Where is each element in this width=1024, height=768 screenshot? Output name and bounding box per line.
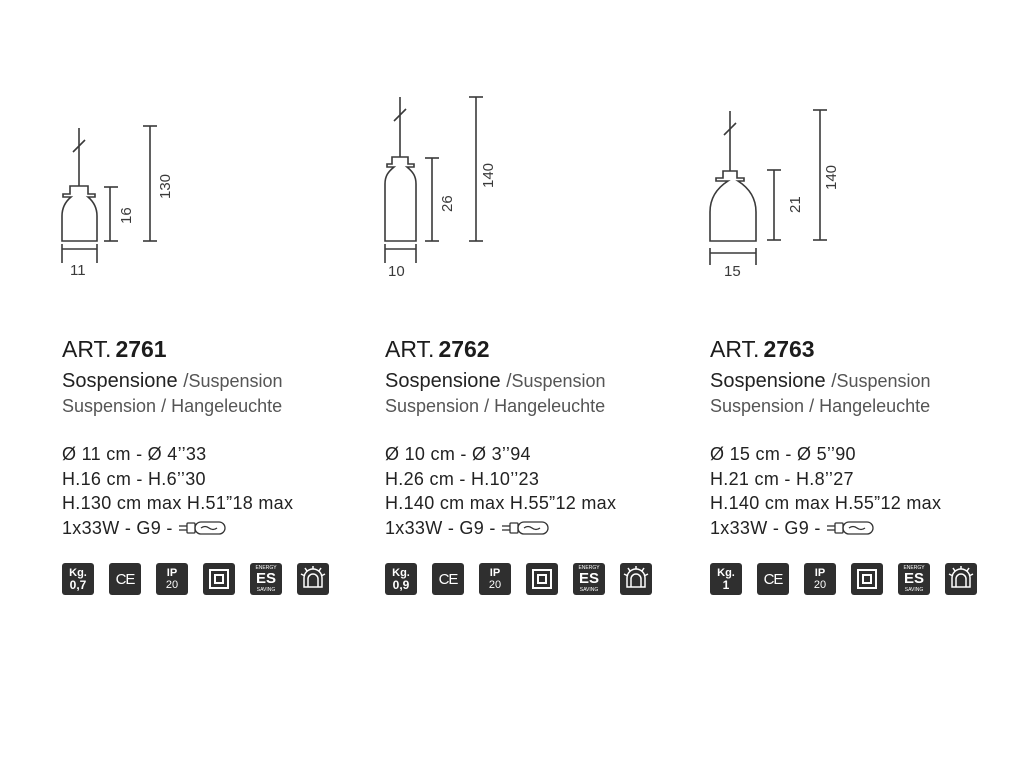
es-main: ES — [903, 570, 924, 587]
spec-diameter: Ø 15 cm - Ø 5’’90 — [710, 444, 856, 464]
ce-mark-icon: CE — [432, 563, 464, 595]
lamp-drawing — [323, 0, 643, 300]
g9-bulb-icon — [827, 520, 877, 536]
spec-height: H.26 cm - H.10’’23 — [385, 468, 540, 489]
article-code: 2762 — [438, 336, 490, 362]
spec-bulb-text: 1x33W - G9 - — [385, 517, 496, 538]
weight-value: 0,9 — [392, 578, 410, 592]
product-name-translations: Suspension / Hangeleuchte — [710, 396, 931, 416]
weight-label: Kg. — [717, 567, 735, 579]
ce-mark-icon: CE — [109, 563, 141, 595]
es-main: ES — [578, 570, 599, 587]
energy-saving-icon — [250, 563, 282, 595]
weight-value: 1 — [722, 578, 730, 592]
spec-max-height: H.140 cm max H.55”12 max — [385, 493, 617, 513]
lamp-drawing — [648, 0, 968, 300]
product-name-it: Sospensione — [385, 370, 501, 392]
spec-diameter: Ø 10 cm - Ø 3’’94 — [385, 444, 531, 464]
article-prefix: ART. — [62, 336, 112, 362]
weight-label: Kg. — [69, 567, 87, 579]
ip-label: IP — [166, 567, 178, 579]
ip-rating-icon — [479, 563, 511, 595]
product-name: Sospensione /Suspension — [62, 370, 283, 392]
dimension-height: 16 — [118, 207, 135, 224]
weight-icon — [62, 563, 94, 595]
article-number — [62, 336, 167, 363]
spec-max-height: H.140 cm max H.55”12 max — [710, 493, 942, 513]
spec-bulb-text: 1x33W - G9 - — [710, 517, 821, 538]
article-code: 2761 — [115, 336, 167, 362]
product-card-2763 — [648, 0, 968, 768]
ip-value: 20 — [813, 579, 827, 591]
ip-value: 20 — [165, 579, 179, 591]
energy-saving-icon — [573, 563, 605, 595]
technical-drawing — [323, 0, 643, 300]
product-name: Sospensione /Suspension — [710, 370, 931, 392]
dimension-total: 130 — [157, 173, 174, 199]
es-top: ENERGY — [578, 565, 600, 571]
ip-value: 20 — [488, 579, 502, 591]
weight-icon — [710, 563, 742, 595]
spec-height: H.21 cm - H.8’’27 — [710, 468, 854, 489]
ip-label: IP — [489, 567, 501, 579]
g9-bulb-icon — [502, 520, 552, 536]
es-bottom: SAVING — [579, 587, 599, 593]
article-number — [710, 336, 815, 363]
dimension-height: 26 — [439, 195, 456, 212]
product-name-it: Sospensione — [710, 370, 826, 392]
ip-label: IP — [814, 567, 826, 579]
product-card-2762 — [323, 0, 643, 768]
certification-icons — [710, 563, 977, 595]
spec-max-height: H.130 cm max H.51”18 max — [62, 493, 294, 513]
weight-label: Kg. — [392, 567, 410, 579]
spec-list — [62, 442, 293, 540]
es-bottom: SAVING — [904, 587, 924, 593]
product-name-translations: Suspension / Hangeleuchte — [62, 396, 283, 416]
double-insulation-icon — [851, 563, 883, 595]
lamp-mark-icon — [945, 563, 977, 595]
lamp-drawing — [0, 0, 320, 300]
product-name-translations: Suspension / Hangeleuchte — [385, 396, 606, 416]
spec-bulb — [710, 516, 941, 541]
spec-bulb-text: 1x33W - G9 - — [62, 517, 173, 538]
ce-mark-icon: CE — [757, 563, 789, 595]
spec-list — [385, 442, 616, 540]
article-number — [385, 336, 490, 363]
product-name-en: Suspension — [188, 371, 283, 391]
article-code: 2763 — [763, 336, 815, 362]
dimension-diameter: 15 — [724, 263, 741, 280]
technical-drawing — [0, 0, 320, 300]
double-insulation-icon — [526, 563, 558, 595]
dimension-diameter: 11 — [70, 262, 86, 279]
energy-saving-icon — [898, 563, 930, 595]
spec-height: H.16 cm - H.6’’30 — [62, 468, 206, 489]
dimension-diameter: 10 — [388, 263, 405, 280]
ip-rating-icon — [156, 563, 188, 595]
certification-icons — [62, 563, 329, 595]
product-name-en: Suspension — [836, 371, 931, 391]
article-prefix: ART. — [385, 336, 435, 362]
product-name-en: Suspension — [511, 371, 606, 391]
es-top: ENERGY — [255, 565, 277, 571]
dimension-total: 140 — [480, 162, 497, 188]
double-insulation-icon — [203, 563, 235, 595]
weight-icon — [385, 563, 417, 595]
dimension-height: 21 — [787, 196, 804, 213]
dimension-total: 140 — [823, 164, 840, 190]
ip-rating-icon — [804, 563, 836, 595]
article-prefix: ART. — [710, 336, 760, 362]
spec-bulb — [385, 516, 616, 541]
certification-icons — [385, 563, 652, 595]
es-bottom: SAVING — [256, 587, 276, 593]
g9-bulb-icon — [179, 520, 229, 536]
spec-list — [710, 442, 941, 540]
product-name-it: Sospensione — [62, 370, 178, 392]
es-main: ES — [255, 570, 276, 587]
technical-drawing — [648, 0, 968, 300]
product-card-2761 — [0, 0, 320, 768]
product-name: Sospensione /Suspension — [385, 370, 606, 392]
spec-diameter: Ø 11 cm - Ø 4’’33 — [62, 444, 207, 464]
spec-bulb — [62, 516, 293, 541]
weight-value: 0,7 — [69, 578, 87, 592]
es-top: ENERGY — [903, 565, 925, 571]
